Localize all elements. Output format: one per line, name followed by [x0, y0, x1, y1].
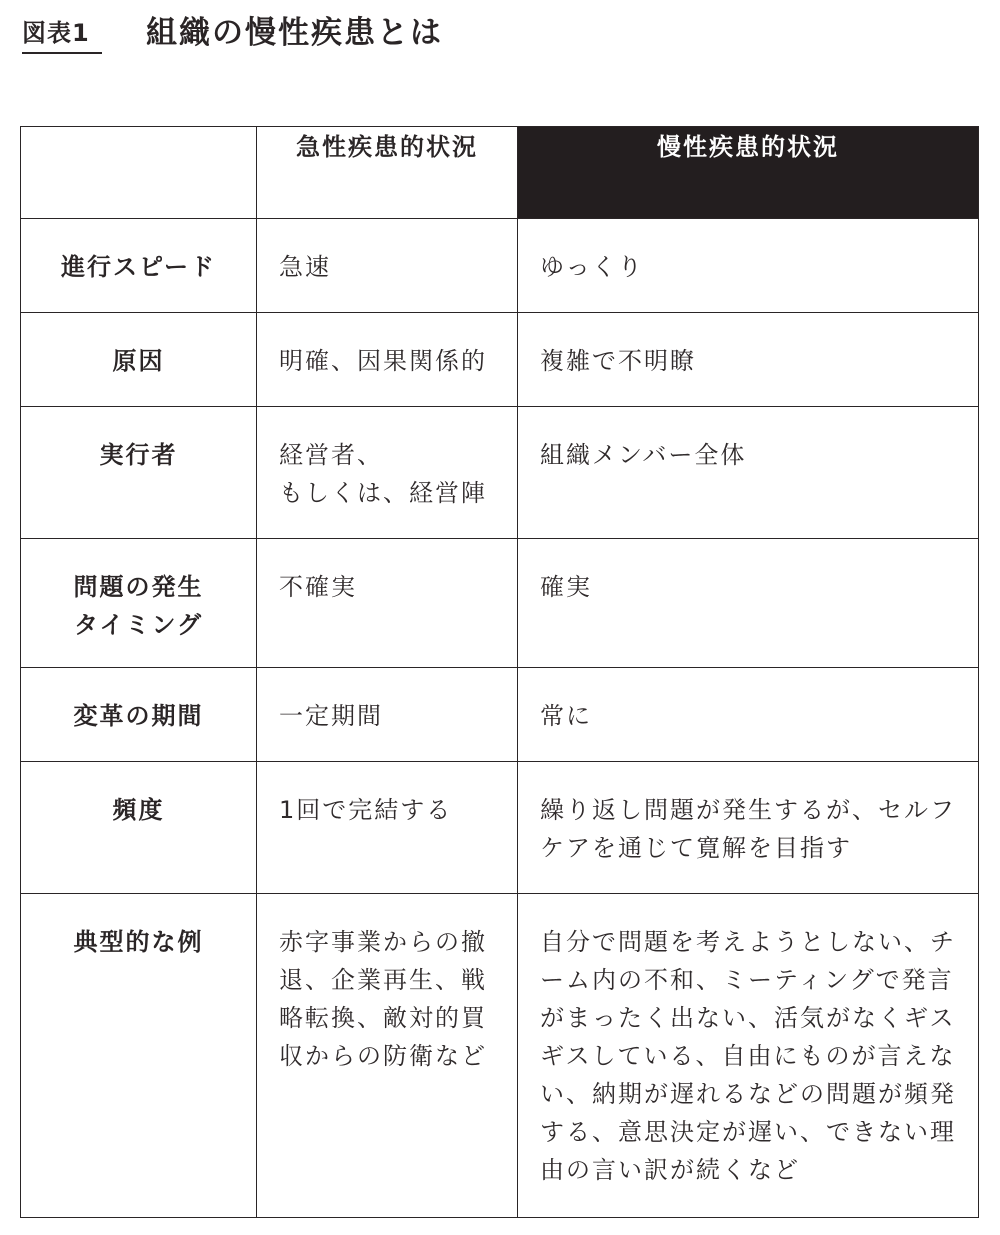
cell-timing-acute: 不確実 [257, 539, 518, 668]
cell-timing-chronic: 確実 [518, 539, 979, 668]
table-header-row [21, 127, 979, 219]
row-header-timing [21, 539, 257, 668]
row-header-timing-line1: 問題の発生 [73, 573, 204, 601]
cell-frequency-chronic: 繰り返し問題が発生するが、セルフケアを通じて寛解を目指す [518, 762, 979, 894]
row-header-speed: 進行スピード [21, 219, 257, 313]
row-header-actor: 実行者 [21, 407, 257, 539]
header-chronic: 慢性疾患的状況 [518, 127, 979, 219]
comparison-table [20, 126, 979, 1218]
cell-cause-chronic: 複雑で不明瞭 [518, 313, 979, 407]
header-acute: 急性疾患的状況 [257, 127, 518, 219]
cell-cause-acute: 明確、因果関係的 [257, 313, 518, 407]
table-row [21, 407, 979, 539]
cell-actor-acute-line1: 経営者、 [279, 441, 383, 469]
cell-period-chronic: 常に [518, 668, 979, 762]
row-header-period: 変革の期間 [21, 668, 257, 762]
cell-example-chronic: 自分で問題を考えようとしない、チーム内の不和、ミーティングで発言がまったく出ない、活気がなくギスギスしている、自由にものが言えない、納期が遅れるなどの問題が頻発する、意思決定が遅い、できない理由の言い訳が続くなど [518, 894, 979, 1218]
figure-title: 組織の慢性疾患とは [146, 15, 443, 51]
row-header-frequency: 頻度 [21, 762, 257, 894]
cell-actor-acute-line2: もしくは、経営陣 [279, 479, 487, 507]
row-header-cause: 原因 [21, 313, 257, 407]
table-row [21, 313, 979, 407]
cell-example-acute: 赤字事業からの撤退、企業再生、戦略転換、敵対的買収からの防衛など [257, 894, 518, 1218]
cell-actor-acute [257, 407, 518, 539]
header-blank-cell [21, 127, 257, 219]
table-row [21, 894, 979, 1218]
cell-speed-acute: 急速 [257, 219, 518, 313]
cell-speed-chronic: ゆっくり [518, 219, 979, 313]
row-header-example: 典型的な例 [21, 894, 257, 1218]
table-row [21, 219, 979, 313]
table-row [21, 668, 979, 762]
table-row [21, 539, 979, 668]
row-header-timing-line2: タイミング [73, 611, 204, 639]
figure-label: 図表1 [22, 14, 102, 54]
cell-period-acute: 一定期間 [257, 668, 518, 762]
cell-frequency-acute: 1回で完結する [257, 762, 518, 894]
cell-actor-chronic: 組織メンバー全体 [518, 407, 979, 539]
table-row [21, 762, 979, 894]
